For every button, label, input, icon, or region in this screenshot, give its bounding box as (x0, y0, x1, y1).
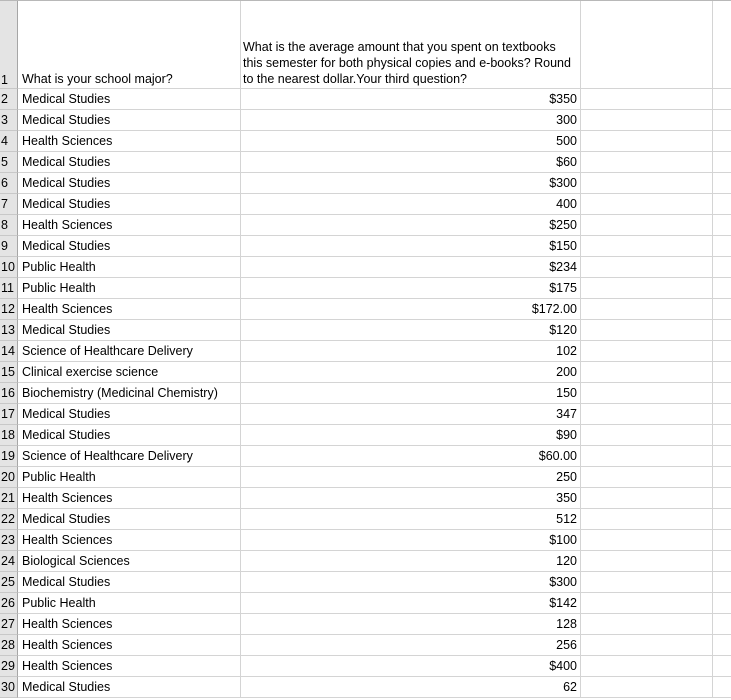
cell-major[interactable]: Health Sciences (18, 131, 241, 152)
cell-major[interactable]: Health Sciences (18, 530, 241, 551)
table-row (0, 614, 731, 635)
table-row (0, 593, 731, 614)
empty-cell[interactable] (713, 404, 731, 425)
cell-textbook-spend[interactable]: 250 (241, 467, 581, 488)
empty-cell[interactable] (581, 131, 713, 152)
row-number[interactable]: 12 (0, 299, 18, 320)
empty-cell[interactable] (581, 467, 713, 488)
empty-cell[interactable] (581, 215, 713, 236)
cell-textbook-spend[interactable]: 512 (241, 509, 581, 530)
empty-cell[interactable] (713, 173, 731, 194)
empty-cell[interactable] (581, 677, 713, 698)
cell-major[interactable]: Health Sciences (18, 488, 241, 509)
empty-cell[interactable] (713, 236, 731, 257)
empty-cell[interactable] (713, 446, 731, 467)
empty-cell[interactable] (581, 425, 713, 446)
table-row (0, 530, 731, 551)
empty-cell[interactable] (581, 152, 713, 173)
cell-textbook-spend[interactable]: $150 (241, 236, 581, 257)
table-row (0, 446, 731, 467)
cell-textbook-spend[interactable]: 200 (241, 362, 581, 383)
empty-cell[interactable] (713, 152, 731, 173)
empty-cell[interactable] (581, 299, 713, 320)
empty-cell[interactable] (713, 656, 731, 677)
table-row (0, 383, 731, 404)
table-row (0, 425, 731, 446)
empty-cell[interactable] (713, 194, 731, 215)
empty-cell[interactable] (581, 320, 713, 341)
empty-cell[interactable] (713, 1, 731, 89)
row-number[interactable]: 17 (0, 404, 18, 425)
cell-textbook-spend[interactable]: $234 (241, 257, 581, 278)
cell-major[interactable]: Medical Studies (18, 425, 241, 446)
cell-textbook-spend[interactable]: $175 (241, 278, 581, 299)
empty-cell[interactable] (713, 131, 731, 152)
cell-major[interactable]: Medical Studies (18, 194, 241, 215)
cell-major[interactable]: Medical Studies (18, 152, 241, 173)
empty-cell[interactable] (713, 467, 731, 488)
cell-textbook-spend[interactable]: 150 (241, 383, 581, 404)
cell-textbook-spend[interactable]: 62 (241, 677, 581, 698)
cell-textbook-spend[interactable]: $60.00 (241, 446, 581, 467)
row-number[interactable]: 9 (0, 236, 18, 257)
empty-cell[interactable] (713, 509, 731, 530)
cell-textbook-spend[interactable]: $172.00 (241, 299, 581, 320)
cell-major[interactable]: Clinical exercise science (18, 362, 241, 383)
cell-major[interactable]: Biochemistry (Medicinal Chemistry) (18, 383, 241, 404)
empty-cell[interactable] (581, 551, 713, 572)
row-number[interactable]: 30 (0, 677, 18, 698)
cell-major[interactable]: Medical Studies (18, 89, 241, 110)
cell-textbook-spend[interactable]: $90 (241, 425, 581, 446)
empty-cell[interactable] (581, 614, 713, 635)
table-row (0, 551, 731, 572)
row-number[interactable]: 21 (0, 488, 18, 509)
cell-major[interactable]: Medical Studies (18, 236, 241, 257)
table-row (0, 404, 731, 425)
empty-cell[interactable] (713, 488, 731, 509)
table-row (0, 215, 731, 236)
row-number[interactable]: 25 (0, 572, 18, 593)
row-number[interactable]: 18 (0, 425, 18, 446)
table-row (0, 110, 731, 131)
cell-textbook-spend[interactable]: $300 (241, 572, 581, 593)
empty-cell[interactable] (581, 572, 713, 593)
cell-major[interactable]: Medical Studies (18, 509, 241, 530)
empty-cell[interactable] (581, 635, 713, 656)
cell-major[interactable]: Public Health (18, 593, 241, 614)
empty-cell[interactable] (713, 635, 731, 656)
empty-cell[interactable] (581, 404, 713, 425)
cell-textbook-spend[interactable]: $350 (241, 89, 581, 110)
cell-textbook-spend[interactable]: $120 (241, 320, 581, 341)
cell-textbook-spend[interactable]: $100 (241, 530, 581, 551)
cell-textbook-spend[interactable]: $300 (241, 173, 581, 194)
empty-cell[interactable] (581, 173, 713, 194)
table-row (0, 194, 731, 215)
empty-cell[interactable] (581, 488, 713, 509)
row-number[interactable]: 26 (0, 593, 18, 614)
table-row (0, 131, 731, 152)
empty-cell[interactable] (713, 677, 731, 698)
empty-cell[interactable] (581, 1, 713, 89)
row-number[interactable]: 28 (0, 635, 18, 656)
cell-textbook-spend[interactable]: $400 (241, 656, 581, 677)
empty-cell[interactable] (713, 614, 731, 635)
row-number[interactable]: 7 (0, 194, 18, 215)
row-number[interactable]: 20 (0, 467, 18, 488)
table-row (0, 257, 731, 278)
empty-cell[interactable] (713, 425, 731, 446)
header-row (0, 1, 731, 89)
cell-major[interactable]: Health Sciences (18, 299, 241, 320)
table-row (0, 299, 731, 320)
row-number[interactable]: 2 (0, 89, 18, 110)
empty-cell[interactable] (581, 194, 713, 215)
cell-textbook-spend[interactable]: 500 (241, 131, 581, 152)
empty-cell[interactable] (581, 236, 713, 257)
empty-cell[interactable] (713, 320, 731, 341)
row-number[interactable]: 15 (0, 362, 18, 383)
empty-cell[interactable] (713, 257, 731, 278)
empty-cell[interactable] (581, 89, 713, 110)
cell-textbook-spend[interactable]: 347 (241, 404, 581, 425)
empty-cell[interactable] (581, 257, 713, 278)
row-number[interactable]: 8 (0, 215, 18, 236)
cell-major[interactable]: Health Sciences (18, 656, 241, 677)
cell-textbook-spend[interactable]: 128 (241, 614, 581, 635)
row-number[interactable]: 5 (0, 152, 18, 173)
cell-textbook-spend[interactable]: 102 (241, 341, 581, 362)
table-row (0, 173, 731, 194)
cell-major[interactable]: Medical Studies (18, 173, 241, 194)
cell-major[interactable]: Public Health (18, 278, 241, 299)
cell-major[interactable]: Medical Studies (18, 320, 241, 341)
cell-major[interactable]: Medical Studies (18, 677, 241, 698)
table-row (0, 467, 731, 488)
row-number[interactable]: 1 (0, 1, 18, 89)
cell-major[interactable]: Science of Healthcare Delivery (18, 446, 241, 467)
table-row (0, 320, 731, 341)
empty-cell[interactable] (581, 509, 713, 530)
cell-major[interactable]: Health Sciences (18, 215, 241, 236)
empty-cell[interactable] (581, 530, 713, 551)
cell-textbook-spend[interactable]: 300 (241, 110, 581, 131)
row-number[interactable]: 24 (0, 551, 18, 572)
empty-cell[interactable] (713, 362, 731, 383)
table-row (0, 278, 731, 299)
empty-cell[interactable] (581, 110, 713, 131)
row-number[interactable]: 22 (0, 509, 18, 530)
empty-cell[interactable] (713, 110, 731, 131)
table-row (0, 341, 731, 362)
cell-major[interactable]: Medical Studies (18, 572, 241, 593)
table-row (0, 488, 731, 509)
empty-cell[interactable] (713, 89, 731, 110)
row-number[interactable]: 6 (0, 173, 18, 194)
cell-major[interactable]: Public Health (18, 257, 241, 278)
cell-textbook-spend[interactable]: 400 (241, 194, 581, 215)
table-row (0, 677, 731, 698)
empty-cell[interactable] (713, 572, 731, 593)
cell-major[interactable]: Health Sciences (18, 614, 241, 635)
empty-cell[interactable] (713, 215, 731, 236)
empty-cell[interactable] (581, 656, 713, 677)
table-row (0, 656, 731, 677)
empty-cell[interactable] (581, 362, 713, 383)
empty-cell[interactable] (713, 551, 731, 572)
row-number[interactable]: 14 (0, 341, 18, 362)
row-number[interactable]: 4 (0, 131, 18, 152)
table-row (0, 362, 731, 383)
table-row (0, 635, 731, 656)
empty-cell[interactable] (581, 446, 713, 467)
empty-cell[interactable] (713, 299, 731, 320)
cell-textbook-spend[interactable]: 256 (241, 635, 581, 656)
cell-major[interactable]: Medical Studies (18, 110, 241, 131)
row-number[interactable]: 23 (0, 530, 18, 551)
cell-textbook-spend[interactable]: $60 (241, 152, 581, 173)
empty-cell[interactable] (713, 341, 731, 362)
table-row (0, 509, 731, 530)
table-row (0, 89, 731, 110)
row-number[interactable]: 29 (0, 656, 18, 677)
cell-major[interactable]: Health Sciences (18, 635, 241, 656)
cell-textbook-spend[interactable]: $142 (241, 593, 581, 614)
cell-major[interactable]: Medical Studies (18, 404, 241, 425)
row-number[interactable]: 16 (0, 383, 18, 404)
row-number[interactable]: 19 (0, 446, 18, 467)
empty-cell[interactable] (713, 593, 731, 614)
empty-cell[interactable] (581, 593, 713, 614)
cell-textbook-spend[interactable]: 120 (241, 551, 581, 572)
row-number[interactable]: 3 (0, 110, 18, 131)
row-number[interactable]: 11 (0, 278, 18, 299)
row-number[interactable]: 13 (0, 320, 18, 341)
table-row (0, 236, 731, 257)
empty-cell[interactable] (713, 278, 731, 299)
cell-major[interactable]: Public Health (18, 467, 241, 488)
table-row (0, 152, 731, 173)
cell-major[interactable]: Biological Sciences (18, 551, 241, 572)
cell-major[interactable]: Science of Healthcare Delivery (18, 341, 241, 362)
empty-cell[interactable] (713, 530, 731, 551)
empty-cell[interactable] (581, 278, 713, 299)
empty-cell[interactable] (581, 383, 713, 404)
empty-cell[interactable] (713, 383, 731, 404)
row-number[interactable]: 10 (0, 257, 18, 278)
table-row (0, 572, 731, 593)
header-cell-textbook-spend[interactable]: What is the average amount that you spent on textbooks this semester for both physical copies and e-books? Round to the nearest dollar.Your third question? (241, 1, 581, 89)
cell-textbook-spend[interactable]: 350 (241, 488, 581, 509)
cell-textbook-spend[interactable]: $250 (241, 215, 581, 236)
header-cell-major[interactable]: What is your school major? (18, 1, 241, 89)
empty-cell[interactable] (581, 341, 713, 362)
row-number[interactable]: 27 (0, 614, 18, 635)
